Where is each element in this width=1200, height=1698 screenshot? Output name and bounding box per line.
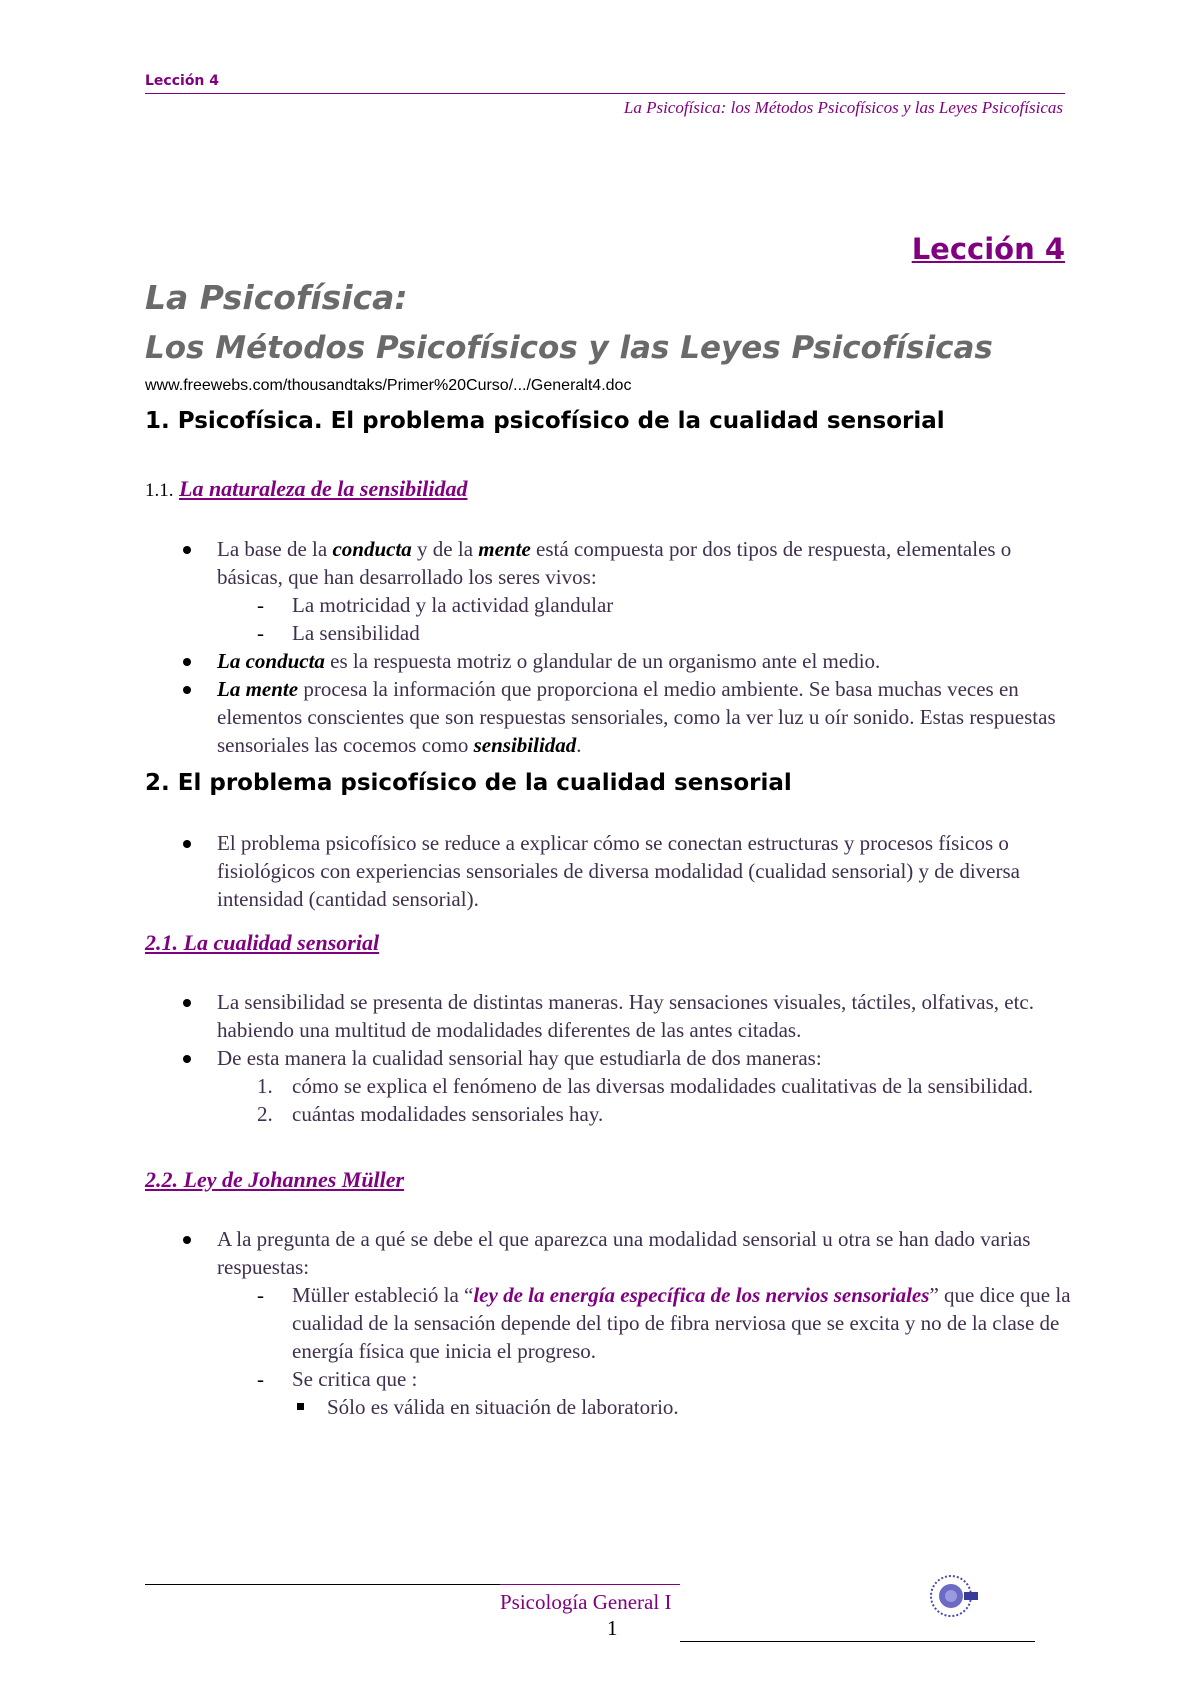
list-item: A la pregunta de a qué se debe el que aparezca una modalidad sensorial u otra se han dado varias respuestas: [145, 1225, 1075, 1281]
emphasis: La conducta [217, 649, 325, 673]
sub-list-item: - La sensibilidad [257, 621, 420, 645]
section-2-2-heading: 2.2. Ley de Johannes Müller [145, 1167, 405, 1192]
page-header-right: La Psicofísica: los Métodos Psicofísicos y las Leyes Psicofísicas [623, 98, 1063, 117]
bullet-icon [183, 546, 191, 554]
footer-rule-right [680, 1641, 1035, 1642]
section-1-1-number: 1.1. [145, 480, 174, 501]
lesson-label: Lección 4 [911, 232, 1065, 266]
sub-list-item: - La motricidad y la actividad glandular [257, 593, 614, 617]
bullet-icon [183, 1236, 191, 1244]
emphasis: mente [478, 537, 531, 561]
section-1-1-title: La naturaleza de la sensibilidad [179, 476, 468, 501]
source-url: www.freewebs.com/thousandtaks/Primer%20Curso/.../Generalt4.doc [145, 377, 632, 394]
bullet-icon [183, 999, 191, 1007]
section-1-heading: 1. Psicofísica. El problema psicofísico de la cualidad sensorial [145, 408, 945, 434]
list-item: La sensibilidad se presenta de distintas maneras. Hay sensaciones visuales, táctiles, olfativas, etc. habiendo una multitud de modalidades diferentes de las antes citadas. [145, 988, 1075, 1044]
dash-marker: - [257, 1367, 264, 1391]
footer-course: Psicología General I [500, 1584, 680, 1615]
page-header-left: Lección 4 [145, 73, 1065, 94]
university-logo-icon [926, 1566, 986, 1626]
document-subtitle: Los Métodos Psicofísicos y las Leyes Psicofísicas [145, 330, 993, 366]
list-item: La conducta es la respuesta motriz o glandular de un organismo ante el medio. [145, 647, 1075, 675]
number-marker: 2. [257, 1102, 273, 1126]
dash-marker: - [257, 593, 264, 617]
section-1-1-heading [145, 476, 467, 502]
section-2-body [145, 829, 1075, 913]
bullet-icon [183, 1055, 191, 1063]
emphasis: La mente [217, 677, 299, 701]
sub-list-item: - Müller estableció la “ley de la energía específica de los nervios sensoriales” que dice que la cualidad de la sensación depende del tipo de fibra nerviosa que se excita y no de la clase de energía física que inicia el progreso. [257, 1283, 1071, 1363]
dash-marker: - [257, 1283, 264, 1307]
list-item: El problema psicofísico se reduce a explicar cómo se conectan estructuras y procesos físicos o fisiológicos con experiencias sensoriales de diversa modalidad (cualidad sensorial) y de diversa intensidad (cantidad sensorial). [145, 829, 1075, 913]
section-2-heading: 2. El problema psicofísico de la cualidad sensorial [145, 770, 792, 796]
emphasis: ley de la energía específica de los nervios sensoriales [473, 1283, 930, 1307]
section-2-1-heading: 2.1. La cualidad sensorial [145, 930, 380, 955]
square-bullet-icon [297, 1403, 304, 1410]
section-2-2-body [145, 1225, 1075, 1421]
sub-list-item: - Se critica que : [257, 1367, 418, 1391]
section-1-1-body [145, 535, 1075, 759]
numbered-item: 2. cuántas modalidades sensoriales hay. [257, 1102, 604, 1126]
bullet-icon [183, 686, 191, 694]
list-item: La base de la conducta y de la mente está compuesta por dos tipos de respuesta, elementales o básicas, que han desarrollado los seres vivos: [145, 535, 1075, 591]
page-number: 1 [607, 1616, 618, 1640]
document-title: La Psicofísica: [145, 278, 408, 317]
sub-sub-list-item: Sólo es válida en situación de laboratorio. [145, 1393, 1075, 1421]
section-2-1-body [145, 988, 1075, 1128]
bullet-icon [183, 658, 191, 666]
bullet-icon [183, 840, 191, 848]
dash-marker: - [257, 621, 264, 645]
list-item: De esta manera la cualidad sensorial hay que estudiarla de dos maneras: [145, 1044, 1075, 1072]
emphasis: conducta [332, 537, 412, 561]
list-item: La mente procesa la información que proporciona el medio ambiente. Se basa muchas veces en elementos conscientes que son respuestas sensoriales, como la ver luz u oír sonido. Estas respuestas sensoriales las cocemos como sensibilidad. [145, 675, 1075, 759]
number-marker: 1. [257, 1074, 273, 1098]
footer-rule-left [145, 1584, 500, 1585]
emphasis: sensibilidad [473, 733, 577, 757]
numbered-item: 1. cómo se explica el fenómeno de las diversas modalidades cualitativas de la sensibilidad. [257, 1074, 1034, 1098]
